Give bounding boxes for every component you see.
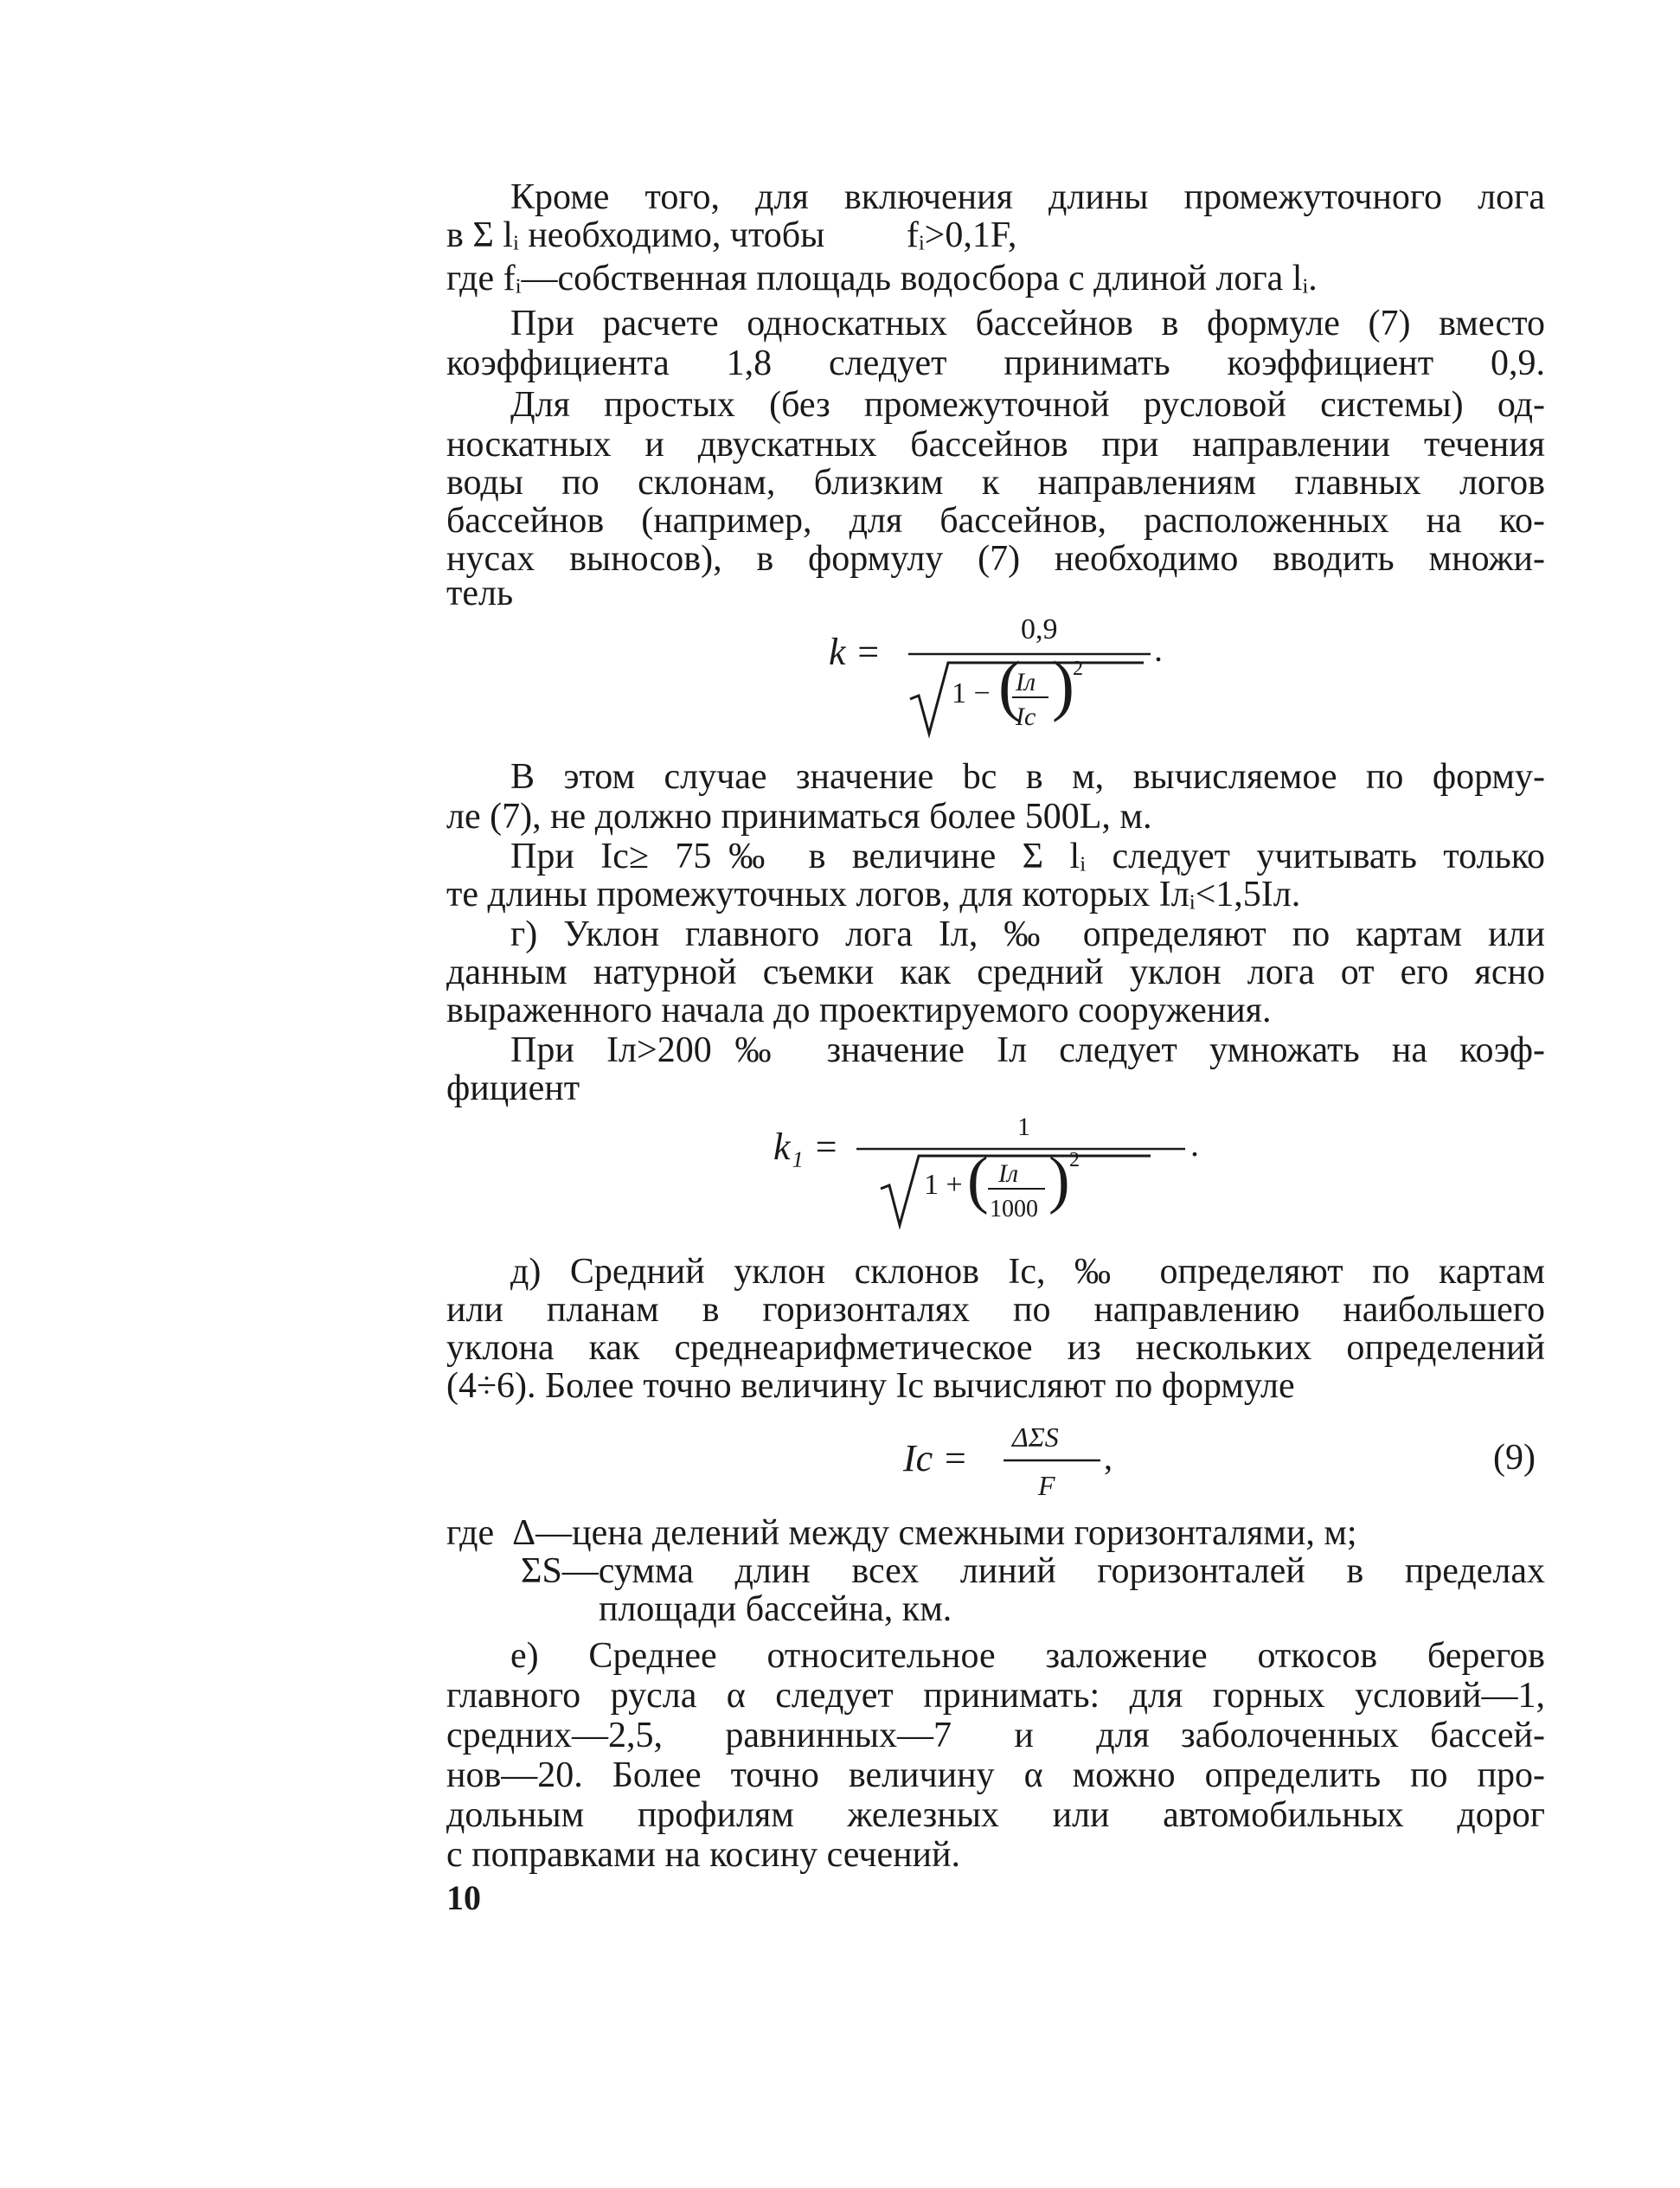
text-line: данным натурной съемки как средний уклон лога от его ясно: [446, 953, 1545, 992]
paren-left: (: [998, 647, 1021, 722]
text-line: Для простых (без промежуточной русловой системы) од-: [510, 385, 1545, 425]
text-line: коэффициента 1,8 следует принимать коэффициент 0,9.: [446, 343, 1545, 383]
text-line: Кроме того, для включения длины промежуточного лога: [510, 177, 1545, 217]
formula-trail: .: [1190, 1125, 1199, 1164]
text-line: те длины промежуточных логов, для которых Iлᵢ<1,5Iл.: [446, 875, 1301, 914]
text-line: г) Уклон главного лога Iл, ‰ определяют по картам или: [510, 914, 1545, 954]
formula-lhs: k =: [829, 631, 882, 673]
text-line: нусах выносов), в формулу (7) необходимо вводить множи-: [446, 539, 1545, 579]
paren-right: ): [1052, 647, 1074, 722]
formula-trail: ,: [1104, 1438, 1113, 1477]
text-line: е) Среднее относительное заложение откосов берегов: [510, 1636, 1545, 1676]
formula-numerator: 0,9: [1021, 613, 1058, 645]
formula-one: 1 +: [924, 1169, 963, 1201]
formula-power: 2: [1069, 1149, 1080, 1171]
text-line: площади бассейна, км.: [599, 1589, 952, 1629]
text-line: или планам в горизонталях по направлению наибольшего: [446, 1290, 1545, 1330]
formula-numerator: 1: [1017, 1113, 1030, 1141]
formula-k-graphic: [822, 606, 1168, 744]
formula-ic: Iс: [1016, 703, 1036, 731]
text-line: ΣS—сумма длин всех линий горизонталей в пределах: [521, 1551, 1545, 1591]
text-line: ле (7), не должно приниматься более 500L, м.: [446, 797, 1152, 837]
formula-power: 2: [1073, 658, 1083, 680]
text-line: где fᵢ—собственная площадь водосбора с длиной лога lᵢ.: [446, 259, 1318, 298]
text-line: При расчете односкатных бассейнов в формуле (7) вместо: [510, 304, 1545, 343]
formula-numerator: ΔΣS: [1012, 1421, 1059, 1453]
formula-ic: [900, 1415, 1545, 1511]
formula-il: Iл: [1016, 668, 1036, 696]
text-line: нов—20. Более точно величину α можно определить по про-: [446, 1755, 1545, 1795]
formula-k: [822, 606, 1168, 744]
formula-il: Iл: [998, 1159, 1019, 1188]
text-line: уклона как среднеарифметическое из нескольких определений: [446, 1328, 1545, 1368]
text-line: (4÷6). Более точно величину Iс вычисляют по формуле: [446, 1366, 1295, 1406]
paren-left: (: [967, 1145, 989, 1216]
formula-ic-graphic: [900, 1415, 1545, 1511]
text-line: в Σ lᵢ необходимо, чтобы fᵢ>0,1F,: [446, 215, 1017, 255]
text-line: выраженного начала до проектируемого сооружения.: [446, 991, 1272, 1030]
formula-lhs: k₁ =: [773, 1126, 839, 1168]
text-line: В этом случае значение bс в м, вычисляемое по форму-: [510, 757, 1545, 797]
text-line: воды по склонам, близким к направлениям главных логов: [446, 463, 1545, 503]
text-line: дольным профилям железных или автомобильных дорог: [446, 1795, 1545, 1835]
text-line: где Δ—цена делений между смежными горизонталями, м;: [446, 1513, 1357, 1553]
text-line: При Iл>200‰ значение Iл следует умножать на коэф-: [510, 1030, 1545, 1070]
formula-k1: [770, 1104, 1220, 1234]
text-line: с поправками на косину сечений.: [446, 1835, 961, 1875]
formula-one: 1 −: [952, 677, 991, 709]
text-line: тель: [446, 574, 514, 613]
text-line: средних—2,5, равнинных—7 и для заболоченных бассей-: [446, 1716, 1545, 1755]
page-number: 10: [446, 1878, 481, 1917]
text-line: д) Средний уклон склонов Iс, ‰ определяют по картам: [510, 1252, 1545, 1292]
text-line: бассейнов (например, для бассейнов, расположенных на ко-: [446, 501, 1545, 541]
text-line: При Iс≥ 75‰ в величине Σ lᵢ следует учитывать только: [510, 837, 1545, 876]
text-line: носкатных и двускатных бассейнов при направлении течения: [446, 425, 1545, 465]
text-line: фициент: [446, 1068, 580, 1108]
formula-k1-graphic: [770, 1104, 1220, 1234]
formula-lhs: Iс =: [903, 1437, 968, 1479]
formula-denominator: F: [1038, 1470, 1055, 1501]
formula-trail: .: [1154, 630, 1163, 669]
paren-right: ): [1048, 1145, 1070, 1216]
text-line: главного русла α следует принимать: для горных условий—1,: [446, 1676, 1545, 1716]
formula-number: (9): [1493, 1438, 1536, 1478]
formula-den: 1000: [990, 1196, 1038, 1222]
